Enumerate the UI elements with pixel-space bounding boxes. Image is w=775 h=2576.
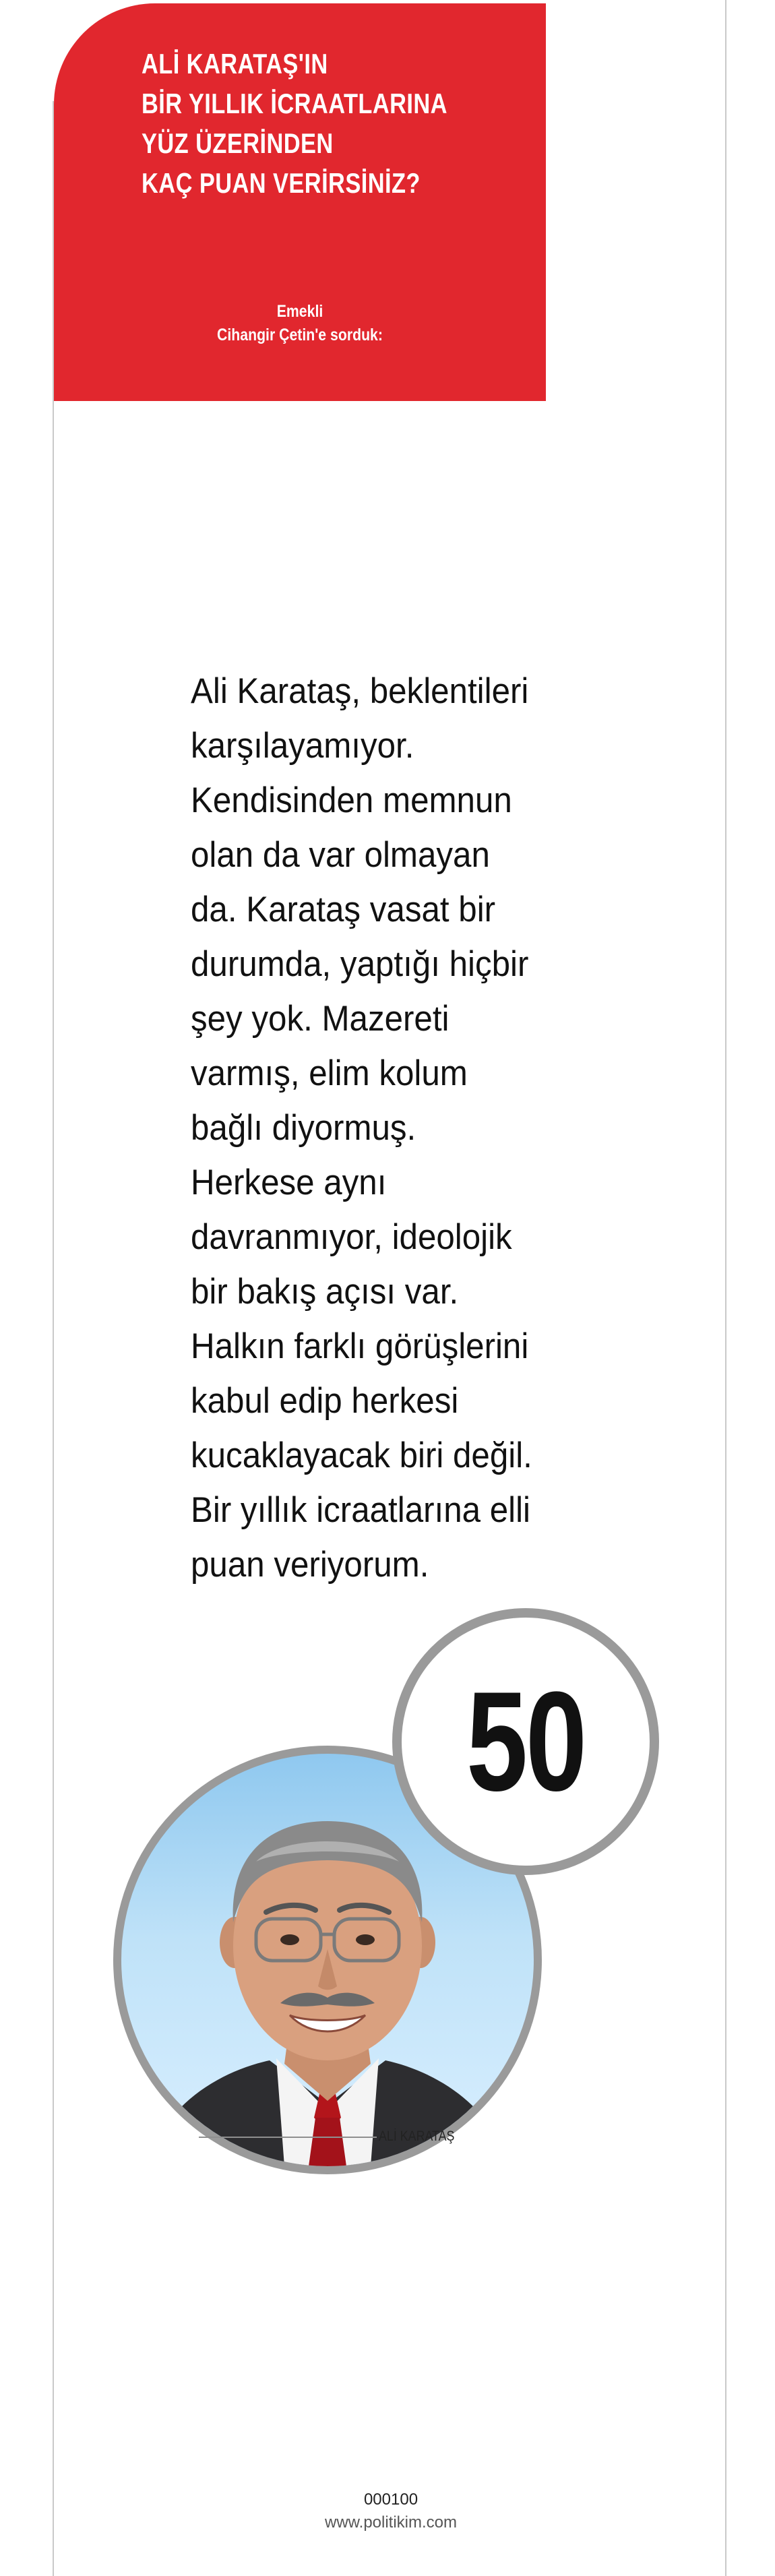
quote-line: puan veriyorum. xyxy=(191,1545,429,1585)
quote-line: Kendisinden memnun xyxy=(191,780,512,820)
byline xyxy=(54,300,546,347)
headline-line: BİR YILLIK İCRAATLARINA xyxy=(142,88,447,119)
score-value: 50 xyxy=(466,1662,585,1820)
quote-line: karşılayamıyor. xyxy=(191,726,414,766)
quote-line: olan da var olmayan xyxy=(191,835,490,875)
quote-line: da. Karataş vasat bir xyxy=(191,890,496,929)
headline xyxy=(142,44,462,203)
quote-line: Ali Karataş, beklentileri xyxy=(191,671,529,711)
quote-line: şey yok. Mazereti xyxy=(191,999,450,1039)
byline-source: Cihangir Çetin'e sorduk: xyxy=(217,326,383,344)
red-header-banner xyxy=(54,3,546,401)
footer-code: 000100 xyxy=(363,2490,418,2509)
quote-line: kabul edip herkesi xyxy=(191,1381,459,1421)
page-footer xyxy=(290,2488,492,2534)
right-border-line xyxy=(725,0,726,2576)
caption-divider-line xyxy=(199,2137,377,2138)
photo-caption: ALİ KARATAŞ xyxy=(379,2128,455,2144)
quote-line: kucaklayacak biri değil. xyxy=(191,1436,532,1475)
score-badge xyxy=(392,1608,659,1875)
headline-line: KAÇ PUAN VERİRSİNİZ? xyxy=(142,167,421,199)
quote-line: varmış, elim kolum xyxy=(191,1053,468,1093)
quote-line: durumda, yaptığı hiçbir xyxy=(191,944,529,984)
interview-quote xyxy=(191,664,580,1592)
quote-line: Halkın farklı görüşlerini xyxy=(191,1326,529,1366)
headline-line: YÜZ ÜZERİNDEN xyxy=(142,127,334,159)
quote-line: davranmıyor, ideolojik xyxy=(191,1217,512,1257)
footer-website-link[interactable]: www.politikim.com xyxy=(324,2513,458,2532)
quote-line: bağlı diyormuş. xyxy=(191,1108,416,1148)
left-border-line xyxy=(53,101,54,2576)
quote-line: bir bakış açısı var. xyxy=(191,1272,459,1312)
byline-occupation: Emekli xyxy=(276,302,323,321)
quote-line: Bir yıllık icraatlarına elli xyxy=(191,1490,531,1530)
headline-line: ALİ KARATAŞ'IN xyxy=(142,48,328,80)
quote-line: Herkese aynı xyxy=(191,1163,387,1202)
